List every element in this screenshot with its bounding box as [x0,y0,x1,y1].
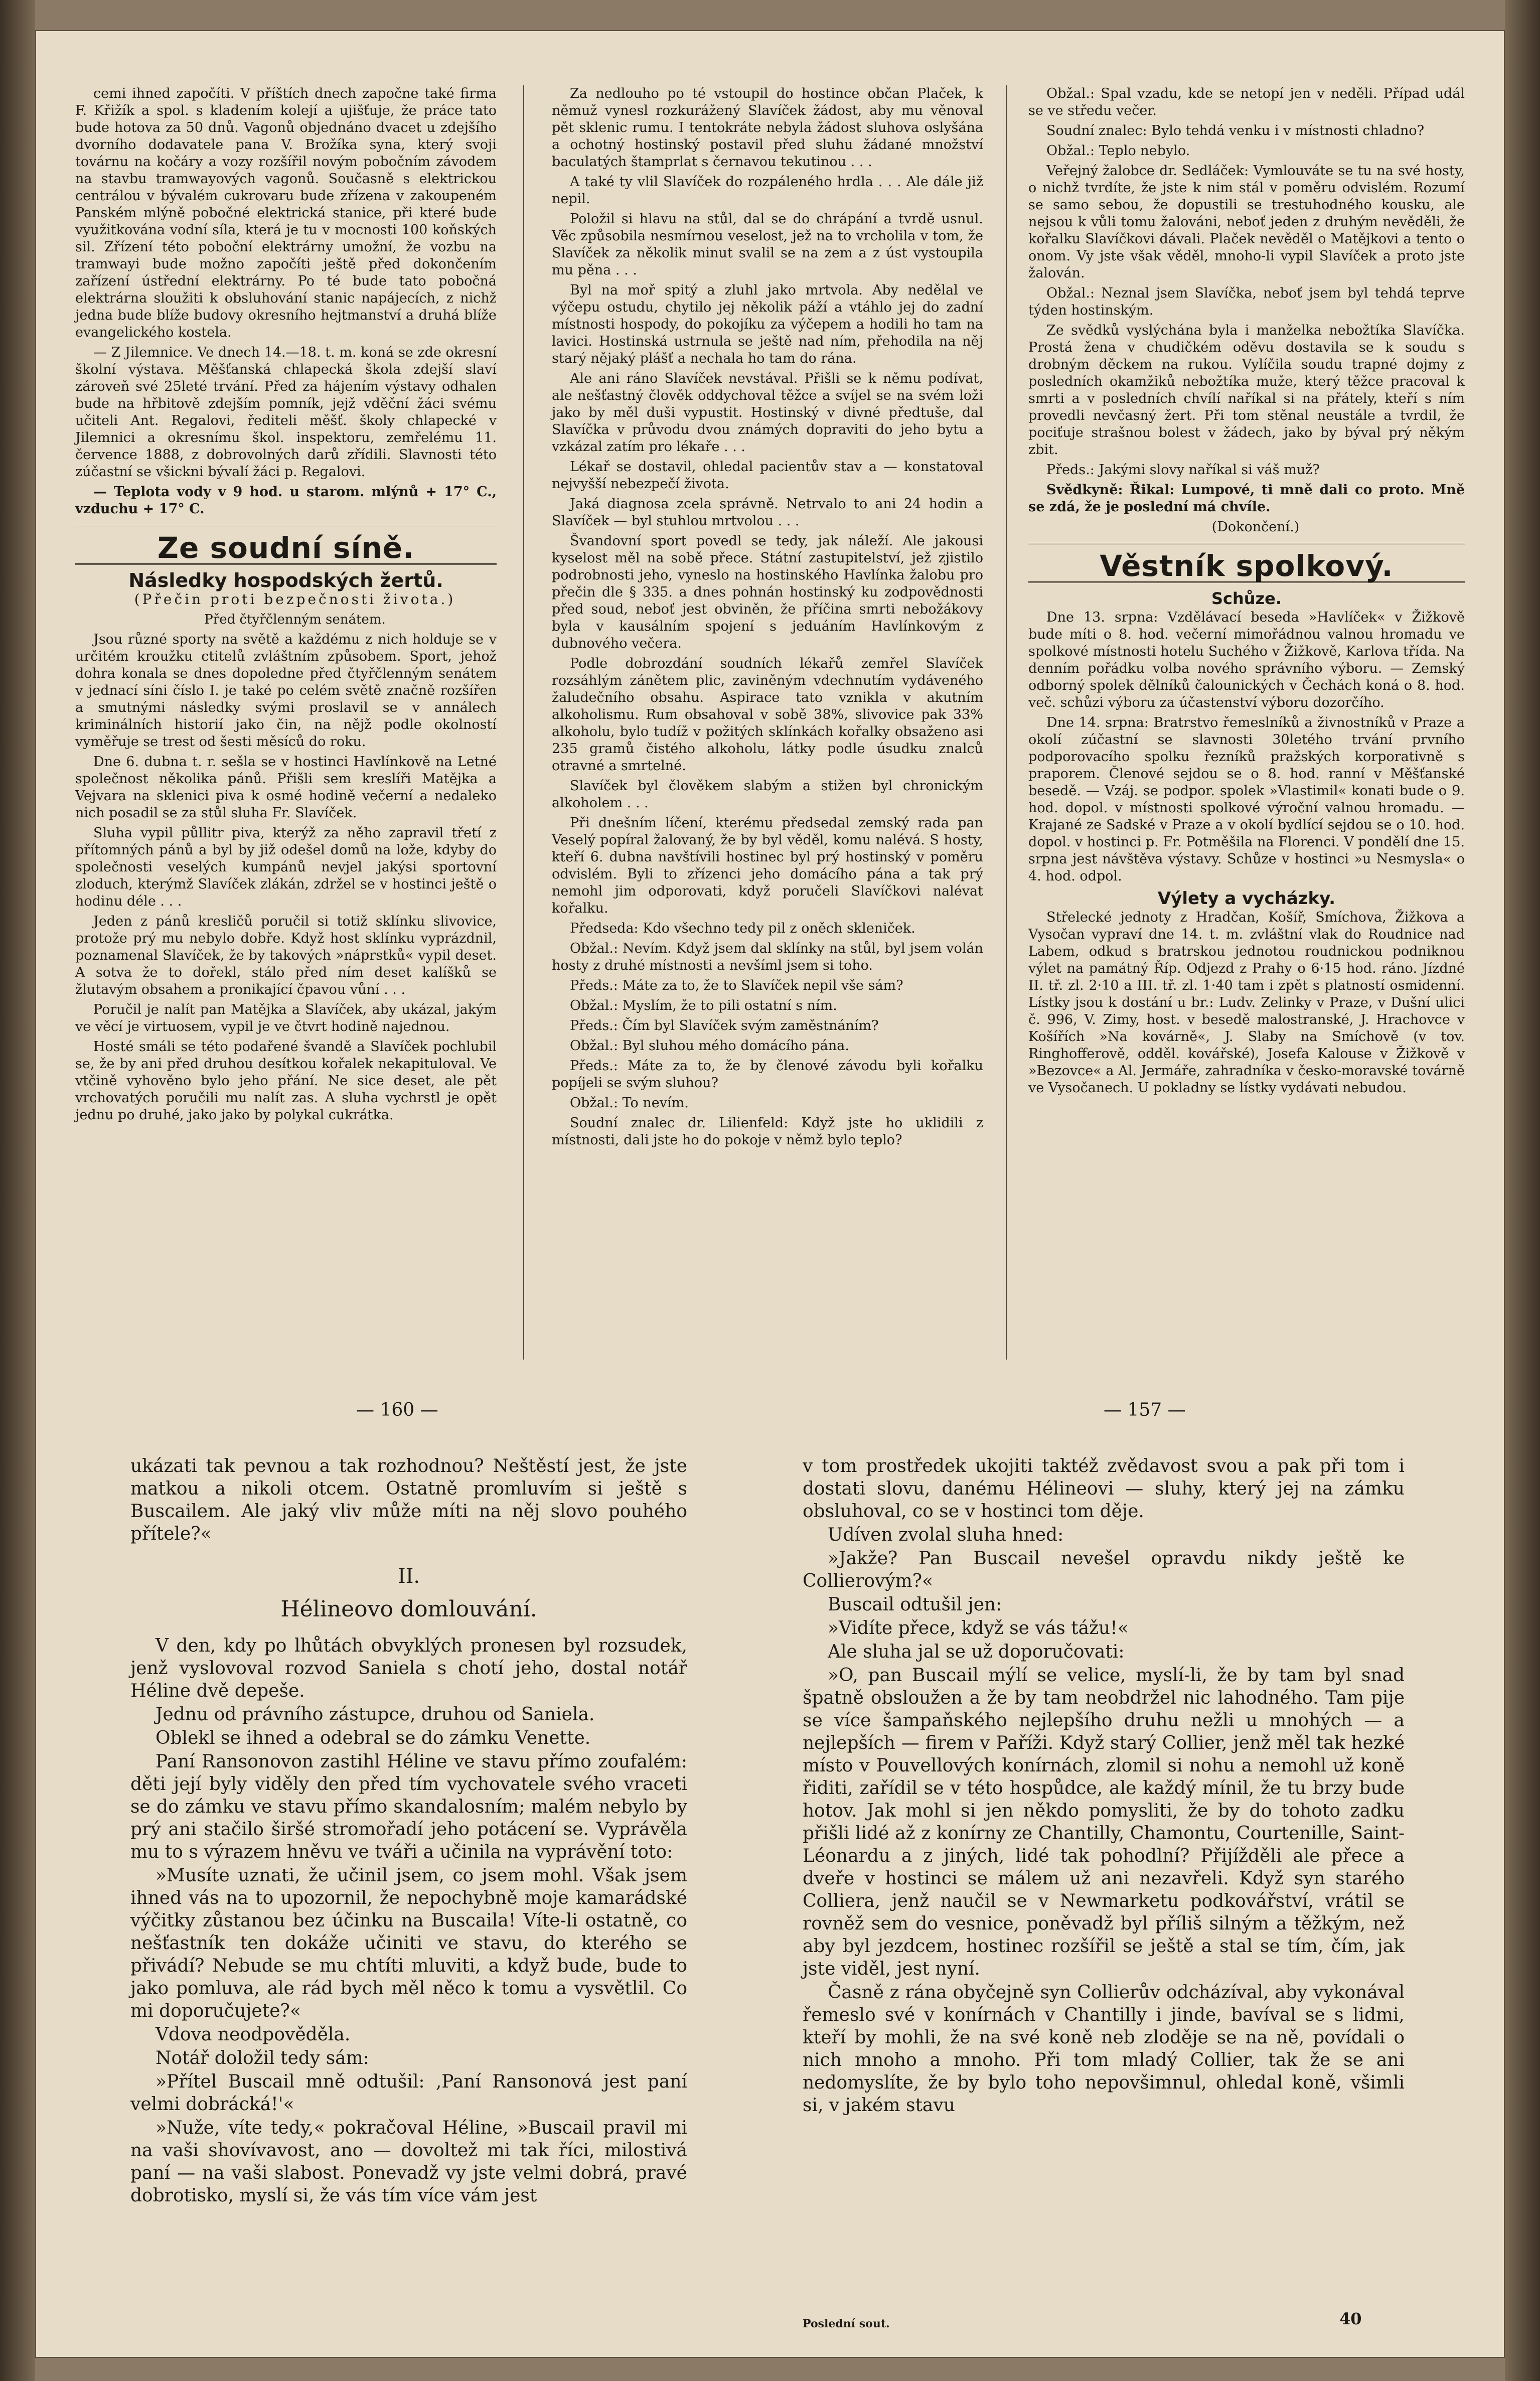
paragraph: — Z Jilemnice. Ve dnech 14.—18. t. m. koná se zde okresní školní výstava. Měšťanská chlapecká škola zdejší slaví zároveň své 25leté trvání. Před za hájením výstavy odhalen bude na hřbitově zdejším pomník, jejž vděční žáci svému učiteli Ant. Regalovi, řediteli měšť. školy chlapecké v Jilemnici a okresnímu škol. inspektoru, zemřelému 11. července 1888, z dobrovolných darů zřídili. Slavnosti této zúčastní se všickni bývalí žáci p. Regalovi. [75,345,497,480]
paragraph: Dne 6. dubna t. r. sešla se v hostinci Havlínkově na Letné společnost několika pánů. Přišli sem kreslíři Matějka a Vejvara na sklenici piva k osmé hodině večerní a nedaleko nich posadil se za stůl sluha Fr. Slavíček. [75,754,497,821]
paragraph: Jaká diagnosa zcela správně. Netrvalo to ani 24 hodin a Slavíček — byl stuhlou mrtvolou . . . [552,496,983,529]
paragraph: (Dokončení.) [1211,519,1300,535]
paragraph: Udíven zvolal sluha hned: [828,1525,1064,1545]
paragraph: Ale ani ráno Slavíček nevstával. Přišli se k němu podívat, ale nešťastný člověk oddychoval těžce a svíjel se na svém loži jako by měl duši vypustit. Hostinský v divné předtuše, dal Slavíčka v průvodu dvou známých dopraviti do jeho bytu a vzkázal zatím pro lékaře . . . [552,371,983,455]
paragraph: Jednu od právního zástupce, druhou od Saniela. [156,1704,595,1725]
paragraph: Obžal.: Teplo nebylo. [1046,143,1190,159]
paragraph: »Přítel Buscail mně odtušil: ,Paní Ransonová jest paní velmi dobrácká!'« [130,2071,687,2115]
paragraph: »Musíte uznati, že učinil jsem, co jsem mohl. Však jsem ihned vás na to upozornil, že nepochybně moje kamarádské výčitky zůstanou bez účinku na Buscaila! Víte-li ostatně, co nešťastník ten dokáže učiniti ve stavu, do kterého se přivádí? Nebude se mu chtíti mluviti, a když bude, bude to jako pomluva, ale rád bych měl něco k tomu a vysvětlil. Co mi doporučujete?« [130,1865,687,2021]
top-newspaper-section [75,85,1465,1390]
paragraph: Při dnešním líčení, kterému předsedal zemský rada pan Veselý popíral žalovaný, že by byl věděl, komu nalévá. S hosty, kteří 6. dubna navštívili hostinec byl prý hostinský v poměru odvislém. Byli to zřízenci jeho domácího pána a tak prý nemohl jim odporovati, když poručeli Slavíčkovi nalévat kořalku. [552,815,983,916]
paragraph: Byl na moř spitý a zluhl jako mrtvola. Aby nedělal ve výčepu ostudu, chytilo jej několik páží a vtáhlo jej do zadní místnosti hospody, do pokojíku za výčepem a hodili ho tam na lavici. Hostinská ustrnula se ještě nad ním, přehodila na něj starý nějaký plášť a nechala ho tam do rána. [552,282,983,366]
column-2 [552,85,983,1152]
section-title: Ze soudní síně. [157,531,415,565]
paragraph: Hosté smáli se této podařené švandě a Slavíček pochlubil se, že by ani před druhou desítkou kořalek nekapituloval. Ve vtčině vyhověno bylo jeho přání. Ne sice deset, ale pět vrchovatých poručili mu nalít zas. A sluha vychrstl je opět jednu po druhé, jako jako by polykal cukrátka. [75,1039,497,1123]
paragraph: Předs.: Máte za to, že to Slavíček nepil vše sám? [570,978,903,993]
paragraph: Podle dobrozdání soudních lékařů zemřel Slavíček rozsáhlým zánětem plic, zaviněným vdechnutím vydáveného žaludečního obsahu. Aspirace tato vznikla v akutním alkoholismu. Rum obsahoval v sobě 38%, slivovice pak 33% alkoholu, bylo tudíž v požitých sklínkách kořalky obsaženo asi 235 gramů čistého alkoholu, látky podle úsudku znalců otravné a smrtelné. [552,656,983,774]
sub-heading: Výlety a vycházky. [1157,888,1336,909]
paragraph: Veřejný žalobce dr. Sedláček: Vymlouváte se tu na své hosty, o nichž tvrdíte, že jste k nim stál v poměru odvislém. Rozumí se samo sebou, že dopustili se trestuhodného kousku, ale nejsou k vůli tomu žalováni, neboť jeden z druhým nevěděli, že kořalku Slavíčkovi dávali. Plaček nevěděl o Matějkovi a tento o onom. Vy jste však věděl, mnoho-li vypil Slavíček a proto jste žalován. [1028,163,1465,281]
paragraph: Předs.: Máte za to, že by členové závodu byli kořalku popíjeli se svým sluhou? [552,1058,983,1091]
paragraph: »O, pan Buscail mýlí se velice, myslí-li, že by tam byl snad špatně obsloužen a že by tam neobdržel nic lahodného. Tam pije se více šampaňského nejlepšího druhu nežli u mnohých — a nejlepších — firem v Paříži. Když starý Collier, jenž měl tak hezké místo v Pouvellových konírnách, zlomil si nohu a nemohl už koně řiditi, zařídil se v této hospůdce, ale každý mínil, že tu brzy bude hotov. Jak mohl si jen někdo pomysliti, že by do tohoto zadku přišli lidé až z konírny ze Chantilly, Chamontu, Courtenille, Saint-Léonardu a z jiných, lidé tak pohodlní? Přijížděli ale přece a dveře v hostinci se málem už ani nezavřeli. Když syn starého Colliera, jenž naučil se v Newmarketu podkovářství, vrátil se rovněž sem do vesnice, poněvadž byl příliš silným a těžkým, než aby byl jezdcem, hostinec rozšířil se ještě a stal se tím, čím, jak jste viděl, jest nyní. [803,1665,1405,1979]
footer-signature: Poslední sout. [803,2317,890,2330]
paragraph: Dne 14. srpna: Bratrstvo řemeslníků a živnostníků v Praze a okolí zúčastní se slavnosti 30letého trvání prvního podporovacího spolku řezníků pražských korporativně s praporem. Členové sejdou se o 8. hod. ranní v Měšťanské besedě. — Vzáj. se podpor. spolek »Vlastimil« konati bude o 9. hod. dopol. v místnosti spolkové výroční valnou hromadu. — Krajané ze Sadské v Praze a v okolí bydlící sejdou se o 10. hod. dopol. v hostinci p. Fr. Potměšila na Florenci. V pondělí dne 15. srpna jest návštěva výstavy. Schůze v hostinci »u Nesmysla« o 4. hod. odpol. [1028,715,1465,884]
paragraph: Obžal.: Myslím, že to pili ostatní s ním. [570,998,837,1013]
paragraph: Svědkyně: Řikal: Lumpové, ti mně dali co proto. Mně se zdá, že je poslední má chvíle. [1028,482,1465,515]
paragraph: Za nedlouho po té vstoupil do hostince občan Plaček, k němuž vynesl rozkurážený Slavíček žádost, aby mu věnoval pět sklenic rumu. I tentokráte nebyla žádost sluhova oslyšána a ochotný hostinský postavil před sluhu žádané množství baculatých štamprlat s černavou tekutinou . . . [552,86,983,170]
paragraph: Obžal.: Spal vzadu, kde se netopí jen v neděli. Případ udál se ve středu večer. [1028,86,1465,118]
paragraph: Oblekl se ihned a odebral se do zámku Venette. [156,1728,591,1748]
book-column-left [130,1455,687,2208]
paragraph: — Teplota vody v 9 hod. u starom. mlýnů + 17° C., vzduchu + 17° C. [75,484,497,517]
column-3 [1028,85,1465,1100]
paragraph: »Vidíte přece, když se vás tážu!« [828,1618,1129,1639]
page-number-right: — 157 — [1104,1400,1186,1420]
column-rule [523,85,524,1360]
book-column-right [803,1455,1405,2118]
page-numbers [75,1400,1465,1430]
paragraph: Obžal.: To nevím. [570,1095,689,1111]
bottom-book-section [130,1455,1410,2348]
paragraph: »Nuže, víte tedy,« pokračoval Héline, »Buscail pravil mi na vaši shovívavost, ano — dovoltež mi tak říci, milostivá paní — na vaši slabost. Ponevadž vy jste velmi dobrá, pravé dobrotisko, myslí si, že vás tím více vám jest [130,2118,687,2206]
paragraph: Položil si hlavu na stůl, dal se do chrápání a tvrdě usnul. Věc způsobila nesmírnou veselost, jež na to vrcholila v tom, že Slavíček za několik minut svalil se na zem a z úst vystoupila mu pěna . . . [552,211,983,278]
sub-heading: Schůze. [1211,589,1282,608]
column-1 [75,85,497,1127]
paragraph: Ze svědků vyslýchána byla i manželka nebožtíka Slavíčka. Prostá žena v chudičkém oděvu dostavila se k soudu s drobným děckem na rukou. Vylíčila soudu trapné dojmy z posledních okamžiků nebožtíka muže, který těžce pracoval k smrti a v posledních chvílí naříkal si na přátely, kteří s ním provedli nevčasný žert. Při tom stěnal neustále a tvrdil, že pociťuje strašnou bolest v žádech, jako by býval prý někým zbit. [1028,323,1465,458]
article-title: Následky hospodských žertů. [128,569,443,591]
paragraph: »Jakže? Pan Buscail nevešel opravdu nikdy ještě ke Collierovým?« [803,1548,1405,1591]
paragraph: ukázati tak pevnou a tak rozhodnou? Neštěstí jest, že jste matkou a nikoli otcem. Ostatně promluvím si ještě s Buscailem. Ale jaký vliv může míti na něj slovo pouhého přítele?« [130,1456,687,1544]
page-number-left: — 160 — [356,1400,438,1420]
paragraph: Předs.: Čím byl Slavíček svým zaměstnáním? [570,1018,879,1033]
paragraph: Sluha vypil půllitr piva, kterýž za něho zapravil třetí z přítomných pánů a byl by již odešel domů na lože, kdyby do společnosti veselých kumpánů nevjel jakýsi sportovní zloduch, kterýmž Slavíček zlákán, zdržel se v hostinci ještě o hodinu déle . . . [75,825,497,909]
paragraph: Předs.: Jakými slovy naříkal si váš muž? [1046,462,1320,478]
paragraph: Slavíček byl člověkem slabým a stižen byl chronickým alkoholem . . . [552,778,983,811]
column-rule [1006,85,1007,1360]
paragraph: v tom prostředek ukojiti taktéž zvědavost svou a pak při tom i dostati slovu, danému Hélineovi — sluhy, který jej na zámku obsluhoval, co se v hostinci tom děje. [803,1456,1405,1522]
paragraph: Časně z rána obyčejně syn Collierův odcházíval, aby vykonával řemeslo své v konírnách v Chantilly i jinde, bavíval se s lidmi, kteří by mohli, že na své koně neb zloděje se na ně, povídali o nich mnoho a mnoho. Při tom mladý Collier, tak že se ani nedomyslíte, že by bylo toho nepovšimnul, ohledal koně, všimli si, v jakém stavu [803,1982,1405,2116]
paragraph: Předseda: Kdo všechno tedy pil z oněch skleniček. [570,921,915,936]
chapter-title: Hélineovo domlouvání. [280,1596,537,1622]
paragraph: Ale sluha jal se už doporučovati: [828,1642,1125,1662]
article-subtitle: (Přečin proti bezpečnosti života.) [134,591,456,608]
paragraph: Jeden z pánů kresličů poručil si totiž sklínku slivovice, protože prý mu nebylo dobře. Když host sklínku vyprázdnil, poznamenal Slavíček, že by takových »náprstků« vypil deset. A sotva že to dořekl, stálo před ním deset kalíšků se žlutavým obsahem a pronikající čpavou vůní . . . [75,914,497,997]
paragraph: Dne 13. srpna: Vzdělávací beseda »Havlíček« v Žižkově bude míti o 8. hod. večerní mimořádnou valnou hromadu ve spolkové místnosti hotelu Suchého v Žižkově, Karlova třída. Na denním pořádku volba nového správního výboru. — Zemský odborný spolek dělníků čalounických v Čechách koná o 8. hod. več. schůzi výboru za účastenství výboru dozorčího. [1028,610,1465,710]
paragraph: Obžal.: Nevím. Když jsem dal sklínky na stůl, byl jsem volán hosty z druhé místnosti a nevšíml jsem si toho. [552,941,983,973]
paragraph: Poručil je nalít pan Matějka a Slavíček, aby ukázal, jakým ve věcí je virtuosem, vypil je ve čtvrt hodině najednou. [75,1002,497,1034]
paragraph: Soudní znalec: Bylo tehdá venku i v místnosti chladno? [1046,123,1425,138]
paragraph: Paní Ransonovon zastihl Héline ve stavu přímo zoufalém: děti její byly viděly den před tím vychovatele svého vraceti se do zámku ve stavu přímo skandalosním; malém nebylo by prý ani stačilo širšé stromořadí jeho potácení se. Vyprávěla mu to s výrazem hněvu ve tváři a učinila na vyprávění toto: [130,1751,687,1862]
footer-page-number: 40 [1339,2309,1362,2328]
binding-left [0,0,35,2381]
chapter-number: II. [397,1565,420,1588]
section-title: Věstník spolkový. [1100,549,1394,583]
divider [1028,543,1465,544]
paragraph: Obžal.: Neznal jsem Slavíčka, neboť jsem byl tehdá teprve týden hostinským. [1028,285,1465,318]
binding-right [1505,0,1540,2381]
paragraph: Notář doložil tedy sám: [156,2048,369,2068]
paragraph: Buscail odtušil jen: [828,1594,1002,1615]
paragraph: V den, kdy po lhůtách obvyklých pronesen byl rozsudek, jenž vyslovoval rozvod Saniela s chotí jeho, dostal notář Héline dvě depeše. [130,1635,687,1701]
paragraph: Obžal.: Byl sluhou mého domácího pána. [570,1038,849,1054]
paragraph: Soudní znalec dr. Lilienfeld: Když jste ho uklidili z místnosti, dali jste ho do pokoje v němž bylo teplo? [552,1115,983,1148]
paragraph: cemi ihned započíti. V příštích dnech započne také firma F. Křižík a spol. s kladením kolejí a ujišťuje, že práce tato bude hotova za 50 dnů. Vagonů objednáno dvacet u zdejšího dvorního dodavatele pana V. Brožíka syna, který svoji továrnu na kočáry a vozy rozšířil novým pobočním závodem na stavbu tramwayových vagonů. Současně s elektrickou centrálou v bývalém cukrovaru bude zřízena v zakoupeném Panském mlýně pobočné elektrická stanice, při které bude využitkována vodní síla, která je tu v mocnosti 100 koňských sil. Zřízení této poboční elektrárny umožní, že vozbu na tramwayi bude možno započíti ještě před dokončením zařízení ústřední elektrárny. Po té bude tato pobočná elektrárna sloužiti k obsluhování stanic napájecích, z nichž jedna bude blíže budovy okresního hejtmanství a druhá blíže evangelického kostela. [75,86,497,340]
divider [75,525,497,526]
paragraph: A také ty vlil Slavíček do rozpáleného hrdla . . . Ale dále již nepil. [552,174,983,207]
paragraph: Střelecké jednoty z Hradčan, Košíř, Smíchova, Žižkova a Vysočan vypraví dne 14. t. m. zvláštní vlak do Roudnice nad Labem, odkud s bratrskou jednotou roudnickou podniknou výlet na památný Říp. Odjezd z Prahy o 6·15 hod. ráno. Jízdné II. tř. zl. 2·10 a III. tř. zl. 1·40 tam i zpět s platností osmidenní. Lístky jsou k dostání u br.: Ludv. Zelinky v Praze, v Dušní ulici č. 996, V. Zimy, host. v besedě malostranské, J. Hrachovce v Košířích »Na kovárně«, J. Slaby na Smíchově (v tov. Ringhofferově, odděl. kovářské), Josefa Kalouse v Žižkově v »Bezovce« a Al. Jermáře, zahradníka v česko-moravské továrně ve Vysočanech. U pokladny se lístky vydávati nebudou. [1028,910,1465,1096]
paragraph: Švandovní sport povedl se tedy, jak náleží. Ale jakousi kyselost měl na sobě přece. Státní zastupitelství, jež zjistilo podrobnosti jeho, vyneslo na hostinského Havlínka žalobu pro přečin dle § 335. a dnes pohnán hostinský ku zodpovědnosti před soud, neboť jest obviněn, že příčina smrti nebožákovy byla v kausálním spojení s jeduáním Havlínkovým z dubnového večera. [552,533,983,651]
paragraph: Jsou různé sporty na světě a každému z nich holduje se v určitém kroužku ctitelů zvláštním způsobem. Sport, jehož dohra konala se dnes dopoledne před čtyřčlenným senátem v jednací síni číslo I. je také po celém světě značně rozšířen a smutnými následky svými proslavil se v annálech kriminálních historií jako čin, na nějž podle okolností vyměřuje se trest od šesti měsíců do roku. [75,632,497,750]
paragraph: Vdova neodpověděla. [156,2024,351,2045]
article-subtitle-2: Před čtyřčlenným senátem. [204,612,386,627]
paragraph: Lékař se dostavil, ohledal pacientův stav a — konstatoval nejvyšší nebezpečí života. [552,459,983,492]
